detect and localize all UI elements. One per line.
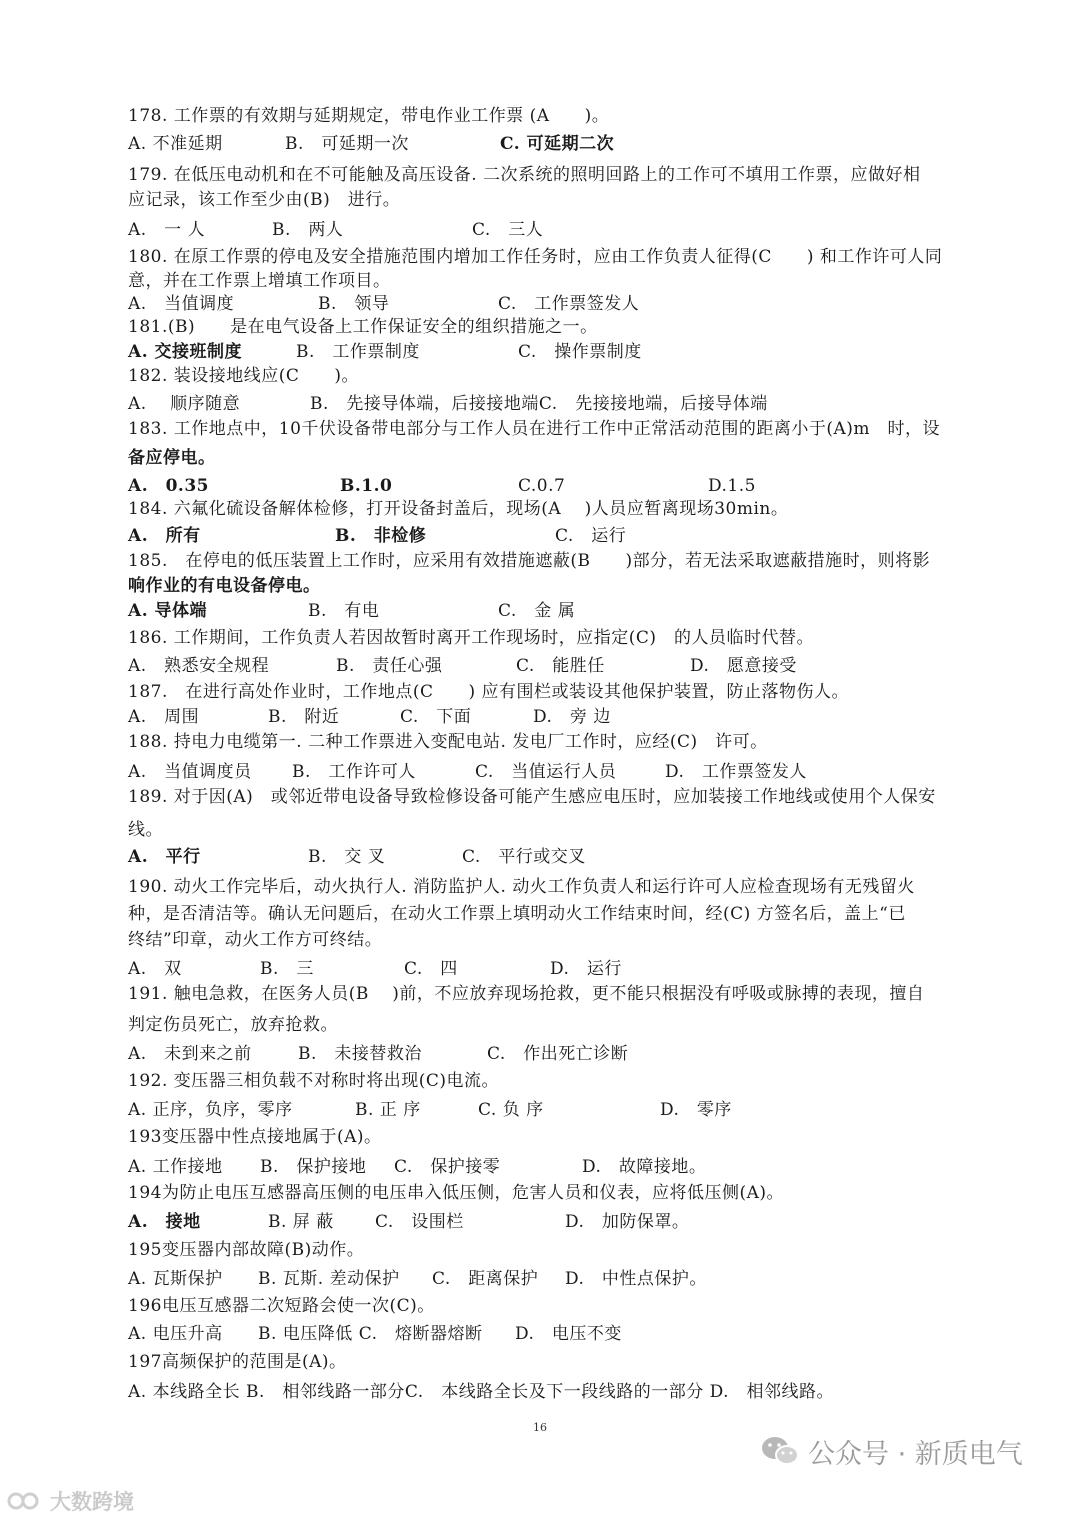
option: D. 加防保罩。 bbox=[565, 1212, 690, 1232]
question-195: 195变压器内部故障(B)动作。 bbox=[128, 1240, 365, 1260]
options-178 bbox=[0, 133, 1080, 155]
watermark-left-text: 大数跨境 bbox=[50, 1490, 134, 1514]
option: A. 双 bbox=[128, 959, 182, 979]
option: A. 当值调度 bbox=[128, 294, 235, 314]
options-188 bbox=[0, 761, 1080, 783]
option: B. 可延期一次 bbox=[285, 134, 409, 154]
option: B. 附近 bbox=[268, 707, 340, 727]
options-185 bbox=[0, 600, 1080, 622]
option: C. 操作票制度 bbox=[518, 342, 642, 362]
option: B. 屏 蔽 bbox=[268, 1212, 334, 1232]
option: A. 导体端 bbox=[128, 601, 208, 621]
option: B. 有电 bbox=[308, 601, 380, 621]
question-182: 182. 装设接地线应(C )。 bbox=[128, 366, 360, 386]
question-191: 191. 触电急救，在医务人员(B )前，不应放弃现场抢救，更不能只根据没有呼吸或脉搏的表现，擅自 bbox=[128, 984, 925, 1004]
option: B.1.0 bbox=[340, 476, 393, 496]
option: A. 不准延期 bbox=[128, 134, 223, 154]
option: B. 工作票制度 bbox=[296, 342, 420, 362]
option: D.1.5 bbox=[708, 476, 756, 496]
option: B. 责任心强 bbox=[336, 656, 443, 676]
options-184 bbox=[0, 525, 1080, 547]
options-193 bbox=[0, 1156, 1080, 1178]
option: C. 可延期二次 bbox=[500, 134, 615, 154]
option: A. 瓦斯保护 bbox=[128, 1269, 223, 1289]
option: A. 本线路全长 B. 相邻线路一部分C. 本线路全长及下一段线路的一部分 D. 相邻线路。 bbox=[128, 1382, 835, 1402]
option: D. 中性点保护。 bbox=[565, 1269, 707, 1289]
question-189: 189. 对于因(A) 或邻近带电设备导致检修设备可能产生感应电压时，应加装接工作地线或使用个人保安 bbox=[128, 787, 936, 807]
option: D. 故障接地。 bbox=[582, 1157, 707, 1177]
option: B. 正 序 bbox=[355, 1100, 421, 1120]
question-181: 181.(B) 是在电气设备上工作保证安全的组织措施之一。 bbox=[128, 317, 598, 337]
watermark-left bbox=[6, 1487, 134, 1515]
option: A. 电压升高 bbox=[128, 1324, 223, 1344]
option: C. 下面 bbox=[400, 707, 472, 727]
options-195 bbox=[0, 1268, 1080, 1290]
options-179 bbox=[0, 219, 1080, 241]
options-186 bbox=[0, 655, 1080, 677]
option: C. 平行或交叉 bbox=[462, 847, 586, 867]
brand-logo-icon bbox=[6, 1489, 46, 1513]
option: D. 愿意接受 bbox=[690, 656, 797, 676]
options-191 bbox=[0, 1043, 1080, 1065]
option: B. 非检修 bbox=[335, 526, 427, 546]
question-188: 188. 持电力电缆第一. 二种工作票进入变配电站. 发电厂工作时，应经(C) 许可。 bbox=[128, 732, 768, 752]
question-191-cont: 判定伤员死亡，放弃抢救。 bbox=[128, 1015, 338, 1035]
option: A. 一 人 bbox=[128, 220, 206, 240]
option: B. 保护接地 bbox=[260, 1157, 367, 1177]
question-194: 194为防止电压互感器高压侧的电压串入低压侧，危害人员和仪表，应将低压侧(A)。 bbox=[128, 1183, 784, 1203]
option: B. 先接导体端，后接接地端C. 先接接地端，后接导体端 bbox=[310, 394, 768, 414]
question-190-cont1: 种，是否清洁等。确认无问题后，在动火工作票上填明动火工作结束时间，经(C) 方签名后，盖上“已 bbox=[128, 904, 906, 924]
question-192: 192. 变压器三相负载不对称时将出现(C)电流。 bbox=[128, 1071, 500, 1091]
page-number: 16 bbox=[533, 1421, 547, 1434]
options-192 bbox=[0, 1099, 1080, 1121]
option: A. 顺序随意 bbox=[128, 394, 241, 414]
question-190-cont2: 终结”印章，动火工作方可终结。 bbox=[128, 930, 383, 950]
options-181 bbox=[0, 341, 1080, 363]
option: A. 未到来之前 bbox=[128, 1044, 252, 1064]
option: B. 工作许可人 bbox=[292, 762, 416, 782]
option: A. 熟悉安全规程 bbox=[128, 656, 270, 676]
option: B. 瓦斯. 差动保护 bbox=[258, 1269, 400, 1289]
question-190: 190. 动火工作完毕后，动火执行人. 消防监护人. 动火工作负责人和运行许可人应检查现场有无残留火 bbox=[128, 877, 915, 897]
option: A. 工作接地 bbox=[128, 1157, 223, 1177]
option: A. 当值调度员 bbox=[128, 762, 252, 782]
option: C. 设围栏 bbox=[375, 1212, 464, 1232]
options-180 bbox=[0, 293, 1080, 315]
option: D. 旁 边 bbox=[533, 707, 611, 727]
question-185-cont: 响作业的有电设备停电。 bbox=[128, 576, 321, 596]
option: C. 距离保护 bbox=[432, 1269, 539, 1289]
option: A. 0.35 bbox=[128, 476, 210, 496]
option: B. 三 bbox=[260, 959, 314, 979]
option: C. 三人 bbox=[472, 220, 544, 240]
option: C. 四 bbox=[404, 959, 458, 979]
watermark-right-text: 公众号 · 新质电气 bbox=[808, 1438, 1023, 1470]
question-189-cont: 线。 bbox=[128, 820, 163, 840]
options-183 bbox=[0, 475, 1080, 497]
question-179-cont: 应记录，该工作至少由(B) 进行。 bbox=[128, 190, 401, 210]
question-183: 183. 工作地点中，10千伏设备带电部分与工作人员在进行工作中正常活动范围的距离小于(A)m 时，设 bbox=[128, 419, 941, 439]
options-182 bbox=[0, 393, 1080, 415]
options-196 bbox=[0, 1323, 1080, 1345]
question-196: 196电压互感器二次短路会使一次(C)。 bbox=[128, 1296, 435, 1316]
question-178: 178. 工作票的有效期与延期规定，带电作业工作票 (A )。 bbox=[128, 106, 610, 126]
option: D. 零序 bbox=[660, 1100, 732, 1120]
option: B. 两人 bbox=[272, 220, 344, 240]
option: C. 能胜任 bbox=[516, 656, 605, 676]
option: C. 金 属 bbox=[498, 601, 576, 621]
option: A. 平行 bbox=[128, 847, 201, 867]
watermark-right bbox=[760, 1429, 1023, 1473]
options-189 bbox=[0, 846, 1080, 868]
question-180-cont: 意，并在工作票上增填工作项目。 bbox=[128, 271, 391, 291]
wechat-icon bbox=[760, 1434, 800, 1468]
question-184: 184. 六氟化硫设备解体检修，打开设备封盖后，现场(A )人员应暂离现场30min。 bbox=[128, 499, 789, 519]
option: D. 电压不变 bbox=[515, 1324, 622, 1344]
question-183-cont: 备应停电。 bbox=[128, 448, 216, 468]
option: A. 接地 bbox=[128, 1212, 201, 1232]
option: C. 运行 bbox=[555, 526, 627, 546]
option: B. 领导 bbox=[318, 294, 390, 314]
question-197: 197高频保护的范围是(A)。 bbox=[128, 1352, 347, 1372]
option: C.0.7 bbox=[518, 476, 566, 496]
option: A. 所有 bbox=[128, 526, 201, 546]
question-179: 179. 在低压电动机和在不可能触及高压设备. 二次系统的照明回路上的工作可不填用工作票，应做好相 bbox=[128, 165, 921, 185]
question-193: 193变压器中性点接地属于(A)。 bbox=[128, 1127, 382, 1147]
option: B. 交 叉 bbox=[308, 847, 386, 867]
options-187 bbox=[0, 706, 1080, 728]
question-187: 187. 在进行高处作业时，工作地点(C ) 应有围栏或装设其他保护装置，防止落物伤人。 bbox=[128, 682, 850, 702]
options-197 bbox=[0, 1381, 1080, 1403]
option: D. 工作票签发人 bbox=[665, 762, 807, 782]
option: C. 工作票签发人 bbox=[498, 294, 640, 314]
option: C. 当值运行人员 bbox=[475, 762, 617, 782]
option: D. 运行 bbox=[550, 959, 622, 979]
question-186: 186. 工作期间，工作负责人若因故暂时离开工作现场时，应指定(C) 的人员临时代替。 bbox=[128, 628, 815, 648]
option: C. 保护接零 bbox=[394, 1157, 501, 1177]
option: A. 正序，负序，零序 bbox=[128, 1100, 293, 1120]
question-180: 180. 在原工作票的停电及安全措施范围内增加工作任务时，应由工作负责人征得(C ) 和工作许可人同 bbox=[128, 247, 943, 267]
option: A. 周围 bbox=[128, 707, 200, 727]
option: A. 交接班制度 bbox=[128, 342, 243, 362]
options-190 bbox=[0, 958, 1080, 980]
option: B. 未接替救治 bbox=[298, 1044, 422, 1064]
option: C. 作出死亡诊断 bbox=[487, 1044, 629, 1064]
options-194 bbox=[0, 1211, 1080, 1233]
option: B. 电压降低 C. 熔断器熔断 bbox=[258, 1324, 483, 1344]
option: C. 负 序 bbox=[478, 1100, 544, 1120]
question-185: 185. 在停电的低压装置上工作时，应采用有效措施遮蔽(B )部分，若无法采取遮蔽措施时，则将影 bbox=[128, 551, 931, 571]
